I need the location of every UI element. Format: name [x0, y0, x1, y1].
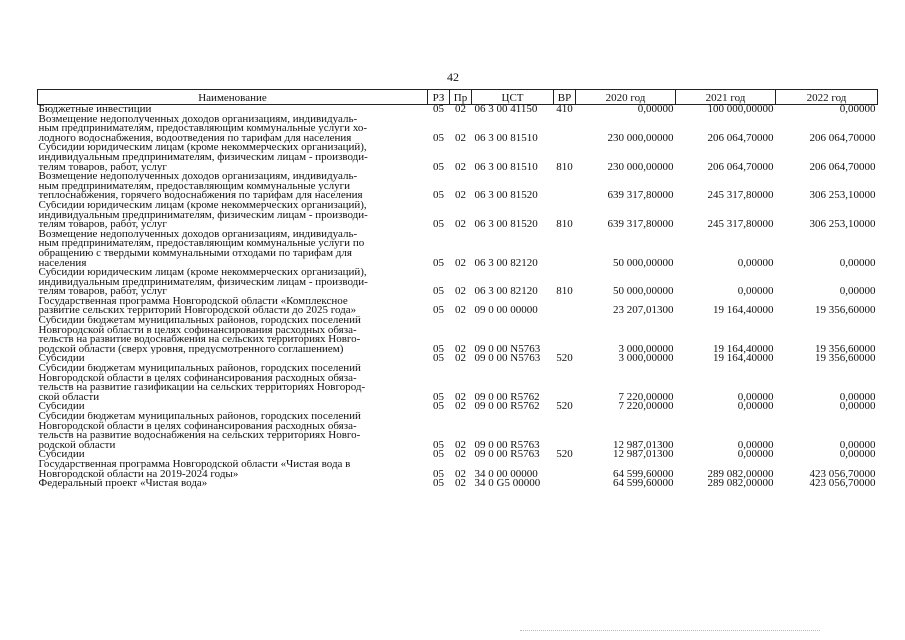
row-name: Субсидии юридическим лицам (кроме некоммерческих организаций), индивидуальным предпринимателям, физическим лицам - производи- телям товаров, работ, услуг: [38, 268, 368, 297]
table-row: [38, 143, 878, 172]
row-2020: 7 220,00000: [618, 390, 674, 403]
row-rz: 05: [433, 285, 444, 298]
row-pr: 02: [455, 160, 466, 173]
header-name: Наименование: [38, 90, 428, 105]
row-name: Субсидии: [38, 450, 85, 460]
row-name: Федеральный проект «Чистая вода»: [38, 479, 208, 489]
row-2022: 423 056,70000: [809, 467, 876, 480]
row-2020: 50 000,00000: [613, 256, 674, 269]
row-2020: 3 000,00000: [618, 352, 674, 365]
table-row: [38, 354, 878, 364]
row-rz: 05: [433, 160, 444, 173]
row-cst: 09 0 00 00000: [474, 304, 538, 317]
table-row: [38, 479, 878, 489]
row-pr: 02: [455, 304, 466, 317]
row-cst: 09 0 00 R5762: [474, 400, 540, 413]
row-vr: [554, 230, 576, 268]
row-2021: 19 164,40000: [713, 352, 774, 365]
row-name: Субсидии бюджетам муниципальных районов, городских поселений Новгородской области в целях софинансирования расходных обяза- тельств на развитие газификации на сельских территориях Новгород- ской области: [38, 364, 366, 403]
row-pr: 02: [455, 218, 466, 231]
row-pr: 02: [455, 189, 466, 202]
row-2021: 245 317,80000: [707, 218, 774, 231]
row-2021: 0,00000: [737, 390, 774, 403]
row-name: Бюджетные инвестиции: [38, 104, 152, 115]
row-pr: 02: [455, 400, 466, 413]
row-2020: 7 220,00000: [618, 400, 674, 413]
row-2021: 0,00000: [737, 285, 774, 298]
row-cst: 06 3 00 82120: [474, 256, 538, 269]
table-row: [38, 201, 878, 230]
header-rz: РЗ: [428, 90, 450, 105]
row-vr: 410: [556, 103, 573, 115]
row-vr: [554, 364, 576, 402]
row-vr: 520: [556, 448, 573, 461]
row-cst: 09 0 00 R5763: [474, 448, 540, 461]
page-number: 42: [447, 70, 459, 84]
row-2022: 0,00000: [839, 400, 876, 413]
row-2020: 639 317,80000: [607, 218, 674, 231]
row-cst: 34 0 G5 00000: [474, 477, 541, 490]
row-rz: 05: [433, 352, 444, 365]
row-cst: 06 3 00 82120: [474, 285, 538, 298]
row-2020: 3 000,00000: [618, 342, 674, 355]
row-pr: 02: [455, 467, 466, 480]
row-cst: 09 0 00 N5763: [474, 342, 541, 355]
row-2022: 19 356,60000: [815, 304, 876, 317]
row-vr: [554, 412, 576, 450]
row-2020: 23 207,01300: [613, 304, 674, 317]
row-2020: 12 987,01300: [613, 438, 674, 451]
row-2021: 206 064,70000: [707, 160, 774, 173]
row-name: Субсидии бюджетам муниципальных районов, городских поселений Новгородской области в целях софинансирования расходных обяза- тельств на развитие водоснабжения на сельских территориях Новго- родской области: [38, 412, 361, 451]
row-2022: 0,00000: [839, 390, 876, 403]
scan-artifact-line: [520, 630, 820, 632]
row-2020: 639 317,80000: [607, 189, 674, 202]
header-cst: ЦСТ: [472, 90, 554, 105]
table-row: [38, 450, 878, 460]
row-name: Возмещение недополученных доходов организациям, индивидуаль- ным предпринимателям, предоставляющим коммунальные услуги хо- лодного водоснабжения, водоотведения по тарифам для населения: [38, 114, 368, 144]
table-row: [38, 268, 878, 297]
row-rz: 05: [433, 400, 444, 413]
row-pr: 02: [455, 448, 466, 461]
row-name: Субсидии юридическим лицам (кроме некоммерческих организаций), индивидуальным предпринимателям, физическим лицам - производи- телям товаров, работ, услуг: [38, 143, 368, 173]
header-vr: ВР: [554, 90, 576, 105]
row-2021: 0,00000: [737, 438, 774, 451]
row-cst: 06 3 00 81510: [474, 160, 538, 173]
row-2021: 0,00000: [737, 448, 774, 461]
row-cst: 34 0 00 00000: [474, 467, 538, 480]
row-2022: 19 356,60000: [815, 342, 876, 355]
row-cst: 09 0 00 N5763: [474, 352, 541, 365]
row-rz: 05: [433, 131, 444, 144]
table-row: [38, 105, 878, 115]
row-pr: 02: [455, 131, 466, 144]
table-row: [38, 172, 878, 201]
row-pr: 02: [455, 438, 466, 451]
table-row: [38, 316, 878, 354]
row-vr: [554, 460, 576, 479]
row-cst: 06 3 00 81510: [474, 131, 538, 144]
row-cst: 06 3 00 41150: [474, 103, 538, 115]
row-2020: 230 000,00000: [607, 160, 674, 173]
row-2022: 306 253,10000: [809, 189, 876, 202]
row-cst: 09 0 00 R5762: [474, 390, 540, 403]
row-vr: [554, 479, 576, 489]
row-rz: 05: [433, 304, 444, 317]
row-rz: 05: [433, 448, 444, 461]
row-2021: 0,00000: [737, 256, 774, 269]
row-2021: 19 164,40000: [713, 342, 774, 355]
row-2022: 19 356,60000: [815, 352, 876, 365]
row-2021: 289 082,00000: [707, 467, 774, 480]
row-2021: 245 317,80000: [707, 189, 774, 202]
row-vr: [554, 172, 576, 201]
row-2021: 0,00000: [737, 400, 774, 413]
header-2021: 2021 год: [676, 90, 776, 105]
row-2020: 64 599,60000: [613, 477, 674, 490]
row-pr: 02: [455, 390, 466, 403]
row-vr: 810: [556, 218, 573, 231]
row-pr: 02: [455, 256, 466, 269]
row-2021: 206 064,70000: [707, 131, 774, 144]
row-vr: 810: [556, 160, 573, 173]
row-pr: 02: [455, 342, 466, 355]
row-2022: 206 064,70000: [809, 131, 876, 144]
row-rz: 05: [433, 103, 444, 115]
row-pr: 02: [455, 352, 466, 365]
row-2020: 64 599,60000: [613, 467, 674, 480]
row-rz: 05: [433, 218, 444, 231]
row-name: Субсидии: [38, 402, 85, 412]
row-cst: 09 0 00 R5763: [474, 438, 540, 451]
row-vr: 810: [556, 285, 573, 298]
row-2022: 306 253,10000: [809, 218, 876, 231]
table-row: [38, 115, 878, 144]
table-row: [38, 230, 878, 268]
row-rz: 05: [433, 256, 444, 269]
row-rz: 05: [433, 342, 444, 355]
table-row: [38, 412, 878, 450]
row-2020: 230 000,00000: [607, 131, 674, 144]
row-2022: 0,00000: [839, 448, 876, 461]
row-2020: 12 987,01300: [613, 448, 674, 461]
table-row: [38, 402, 878, 412]
row-2021: 100 000,00000: [707, 103, 774, 115]
row-2022: 423 056,70000: [809, 477, 876, 490]
row-2022: 0,00000: [839, 438, 876, 451]
table-row: [38, 364, 878, 402]
header-2022: 2022 год: [776, 90, 878, 105]
row-rz: 05: [433, 477, 444, 490]
row-name: Субсидии: [38, 354, 85, 365]
row-2022: 0,00000: [839, 103, 876, 115]
row-rz: 05: [433, 438, 444, 451]
row-2022: 0,00000: [839, 285, 876, 298]
row-name: Субсидии бюджетам муниципальных районов, городских поселений Новгородской области в целях софинансирования расходных обяза- тельств на развитие водоснабжения на сельских территориях Новго- родской области (сверх уровня, предусмотренного соглашением): [38, 316, 361, 355]
row-vr: [554, 316, 576, 354]
row-vr: 520: [556, 400, 573, 413]
row-rz: 05: [433, 467, 444, 480]
row-name: Возмещение недополученных доходов организациям, индивидуаль- ным предпринимателям, предоставляющим коммунальные услуги теплоснабжения, горячего водоснабжения по тарифам для населения: [38, 172, 363, 201]
row-rz: 05: [433, 390, 444, 403]
row-2022: 206 064,70000: [809, 160, 876, 173]
row-cst: 06 3 00 81520: [474, 189, 538, 202]
row-vr: 520: [556, 352, 573, 365]
row-2022: 0,00000: [839, 256, 876, 269]
row-cst: 06 3 00 81520: [474, 218, 538, 231]
row-pr: 02: [455, 477, 466, 490]
row-vr: [554, 115, 576, 144]
row-rz: 05: [433, 189, 444, 202]
table-row: [38, 297, 878, 316]
row-pr: 02: [455, 103, 466, 115]
row-2021: 289 082,00000: [707, 477, 774, 490]
row-name: Государственная программа Новгородской области «Чистая вода в Новгородской области на 2019-2024 годы»: [38, 459, 351, 480]
row-name: Государственная программа Новгородской области «Комплексное развитие сельских территорий Новгородской области до 2025 года»: [38, 296, 357, 317]
row-vr: [554, 297, 576, 316]
row-pr: 02: [455, 285, 466, 298]
row-2021: 19 164,40000: [713, 304, 774, 317]
header-pr: Пр: [450, 90, 472, 105]
row-2020: 50 000,00000: [613, 285, 674, 298]
row-name: Субсидии юридическим лицам (кроме некоммерческих организаций), индивидуальным предпринимателям, физическим лицам - производи- телям товаров, работ, услуг: [38, 200, 368, 230]
budget-table: [37, 89, 878, 489]
header-2020: 2020 год: [576, 90, 676, 105]
row-name: Возмещение недополученных доходов организациям, индивидуаль- ным предпринимателям, предоставляющим коммунальные услуги по обращению с твердыми коммунальными отходами по тарифам для населения: [38, 229, 365, 269]
row-2020: 0,00000: [637, 103, 674, 115]
